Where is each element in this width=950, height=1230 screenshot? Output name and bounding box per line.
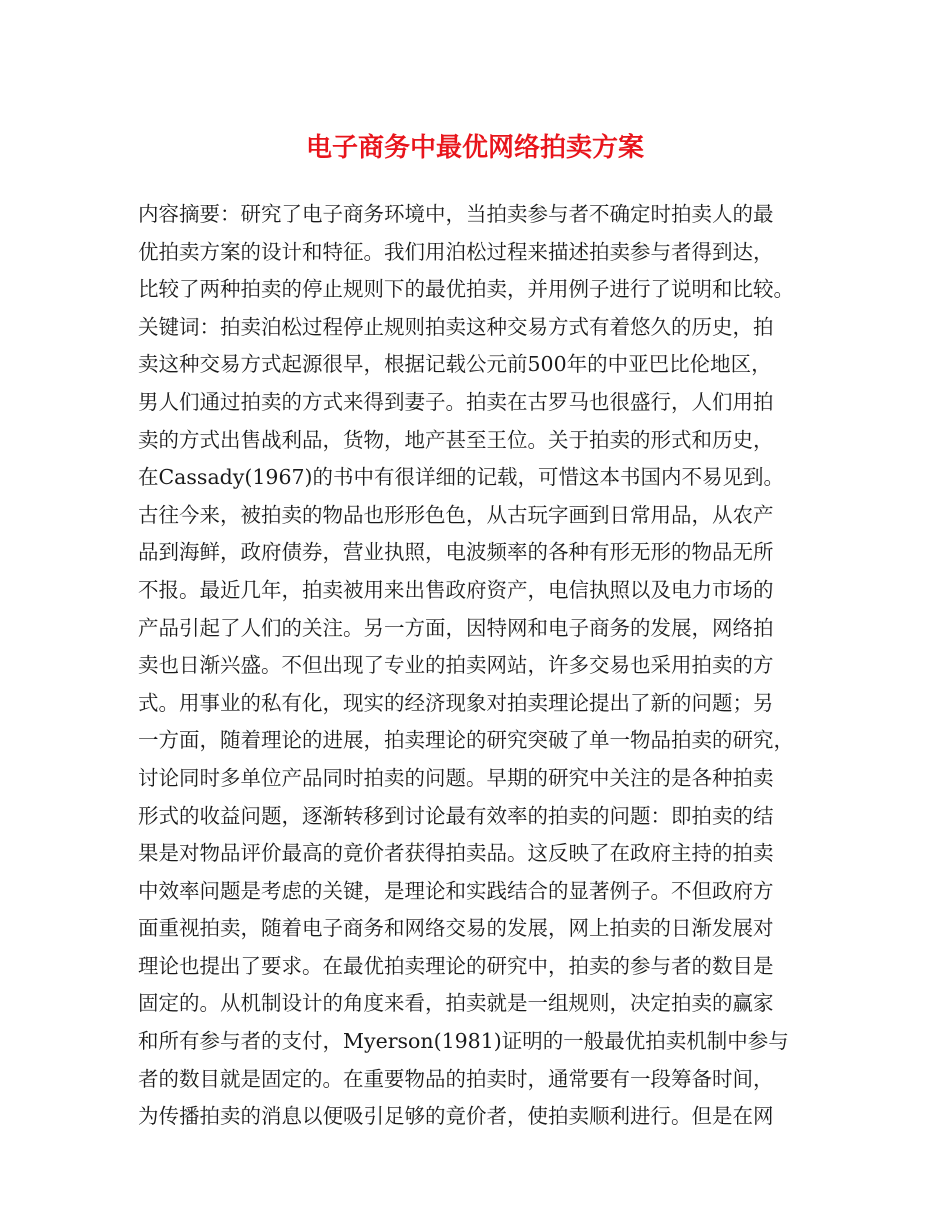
body-line: 理论也提出了要求。在最优拍卖理论的研究中，拍卖的参与者的数目是 — [138, 953, 774, 978]
document-title: 电子商务中最优网络拍卖方案 — [305, 133, 644, 163]
body-line: 讨论同时多单位产品同时拍卖的问题。早期的研究中关注的是各种拍卖 — [138, 765, 774, 790]
body-line: 关键词：拍卖泊松过程停止规则拍卖这种交易方式有着悠久的历史，拍 — [138, 314, 774, 339]
body-line: 面重视拍卖，随着电子商务和网络交易的发展，网上拍卖的日渐发展对 — [138, 916, 774, 941]
body-line: 产品引起了人们的关注。另一方面，因特网和电子商务的发展，网络拍 — [138, 615, 774, 640]
body-line: 果是对物品评价最高的竟价者获得拍卖品。这反映了在政府主持的拍卖 — [138, 841, 774, 866]
body-line: 固定的。从机制设计的角度来看，拍卖就是一组规则，决定拍卖的赢家 — [138, 991, 774, 1016]
body-line: 和所有参与者的支付，Myerson(1981)证明的一般最优拍卖机制中参与 — [138, 1029, 789, 1054]
body-line: 卖这种交易方式起源很早，根据记载公元前500年的中亚巴比伦地区， — [138, 352, 772, 377]
body-line: 优拍卖方案的设计和特征。我们用泊松过程来描述拍卖参与者得到达， — [138, 239, 774, 264]
body-line: 品到海鲜，政府债券，营业执照，电波频率的各种有形无形的物品无所 — [138, 540, 774, 565]
body-line: 内容摘要：研究了电子商务环境中，当拍卖参与者不确定时拍卖人的最 — [138, 202, 774, 226]
body-line: 卖的方式出售战利品，货物，地产甚至王位。关于拍卖的形式和历史， — [138, 427, 774, 452]
body-line: 式。用事业的私有化，现实的经济现象对拍卖理论提出了新的问题；另 — [138, 690, 774, 715]
body-line: 形式的收益问题，逐渐转移到讨论最有效率的拍卖的问题：即拍卖的结 — [138, 803, 774, 828]
body-line: 卖也日渐兴盛。不但出现了专业的拍卖网站，许多交易也采用拍卖的方 — [138, 653, 774, 678]
body-line: 为传播拍卖的消息以便吸引足够的竟价者，使拍卖顺利进行。但是在网 — [138, 1104, 774, 1129]
body-line: 古往今来，被拍卖的物品也形形色色，从古玩字画到日常用品，从农产 — [138, 502, 774, 527]
body-line: 一方面，随着理论的进展，拍卖理论的研究突破了单一物品拍卖的研究， — [138, 728, 794, 753]
body-line: 不报。最近几年，拍卖被用来出售政府资产，电信执照以及电力市场的 — [138, 577, 774, 602]
body-line: 中效率问题是考虑的关键，是理论和实践结合的显著例子。不但政府方 — [138, 878, 774, 903]
body-line: 比较了两种拍卖的停止规则下的最优拍卖，并用例子进行了说明和比较。 — [138, 277, 794, 302]
body-line: 在Cassady(1967)的书中有很详细的记载，可惜这本书国内不易见到。 — [138, 465, 785, 490]
document-body — [138, 196, 828, 1136]
body-line: 男人们通过拍卖的方式来得到妻子。拍卖在古罗马也很盛行，人们用拍 — [138, 389, 774, 414]
body-line: 者的数目就是固定的。在重要物品的拍卖时，通常要有一段筹备时间， — [138, 1066, 774, 1091]
